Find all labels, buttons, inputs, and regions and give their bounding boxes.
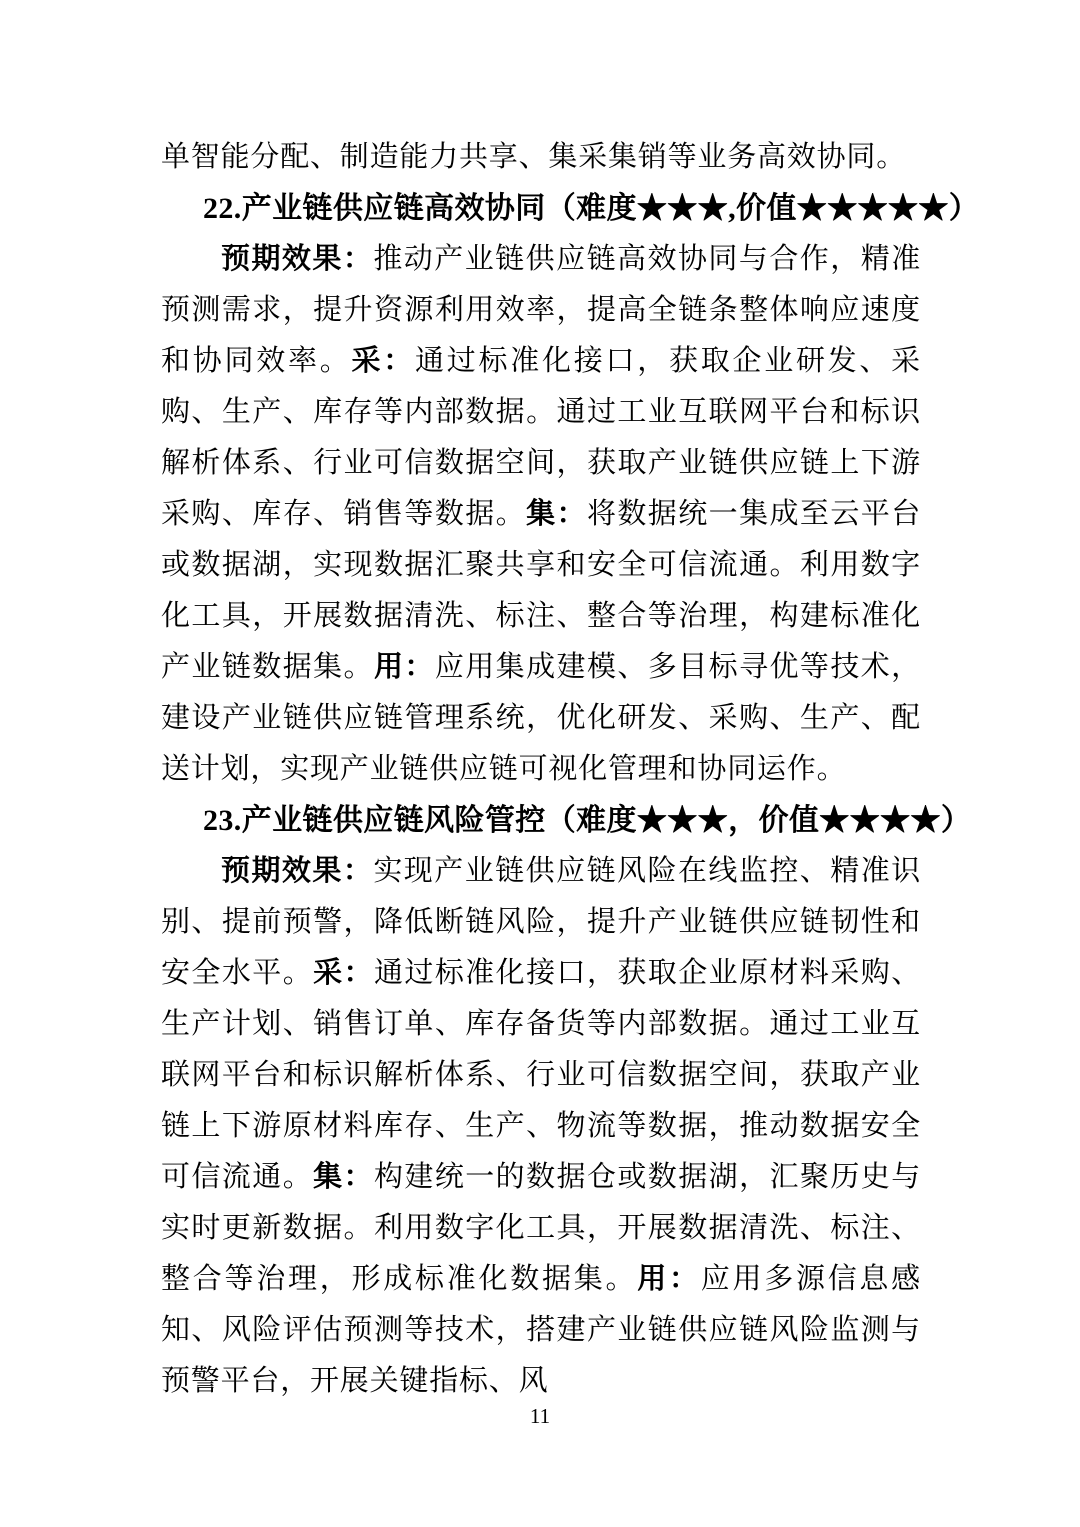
page-footer bbox=[0, 1402, 1080, 1430]
text-run: 应用集成建模、多目标寻优等技术，建设产业链供应链管理系统，优化研发、采购、生产、配送计划，实现产业链供应链可视化管理和协同运作。 bbox=[161, 651, 921, 785]
bold-label: 用： bbox=[373, 651, 435, 683]
text-run: 构建统一的数据仓或数据湖，汇聚历史与实时更新数据。利用数字化工具，开展数据清洗、标注、整合等治理，形成标准化数据集。 bbox=[161, 1161, 921, 1295]
bold-label: 采： bbox=[351, 345, 415, 377]
page-number: 11 bbox=[529, 1404, 551, 1428]
text-run: 通过标准化接口，获取企业原材料采购、生产计划、销售订单、库存备货等内部数据。通过工业互联网平台和标识解析体系、行业可信数据空间，获取产业链上下游原材料库存、生产、物流等数据，推动数据安全可信流通。 bbox=[161, 957, 921, 1193]
text-run: 实现产业链供应链风险在线监控、精准识别、提前预警，降低断链风险，提升产业链供应链韧性和安全水平。 bbox=[161, 855, 921, 989]
text-run: 单智能分配、制造能力共享、集采集销等业务高效协同。 bbox=[161, 141, 907, 173]
bold-label: 采： bbox=[313, 957, 374, 989]
document-body bbox=[161, 132, 980, 1407]
bold-label: 集： bbox=[313, 1161, 374, 1193]
bold-label: 22.产业链供应链高效协同（难度★★★,价值★★★★★） bbox=[203, 192, 980, 225]
text-run: 将数据统一集成至云平台或数据湖，实现数据汇聚共享和安全可信流通。利用数字化工具，开展数据清洗、标注、整合等治理，构建标准化产业链数据集。 bbox=[161, 498, 921, 683]
text-run: 推动产业链供应链高效协同与合作，精准预测需求，提升资源利用效率，提高全链条整体响应速度和协同效率。 bbox=[161, 243, 921, 377]
bold-label: 预期效果： bbox=[221, 243, 374, 275]
paragraph bbox=[161, 234, 921, 795]
bold-label: 预期效果： bbox=[221, 855, 374, 887]
bold-label: 集： bbox=[526, 498, 587, 530]
section-heading bbox=[161, 795, 972, 846]
text-run: 应用多源信息感知、风险评估预测等技术，搭建产业链供应链风险监测与预警平台，开展关键指标、风 bbox=[161, 1263, 921, 1397]
bold-label: 23.产业链供应链风险管控（难度★★★，价值★★★★） bbox=[203, 804, 972, 837]
paragraph bbox=[161, 846, 921, 1407]
section-heading bbox=[161, 183, 980, 234]
text-run: 通过标准化接口，获取企业研发、采购、生产、库存等内部数据。通过工业互联网平台和标识解析体系、行业可信数据空间，获取产业链供应链上下游采购、库存、销售等数据。 bbox=[161, 345, 921, 530]
bold-label: 用： bbox=[637, 1263, 701, 1295]
paragraph bbox=[161, 132, 921, 183]
